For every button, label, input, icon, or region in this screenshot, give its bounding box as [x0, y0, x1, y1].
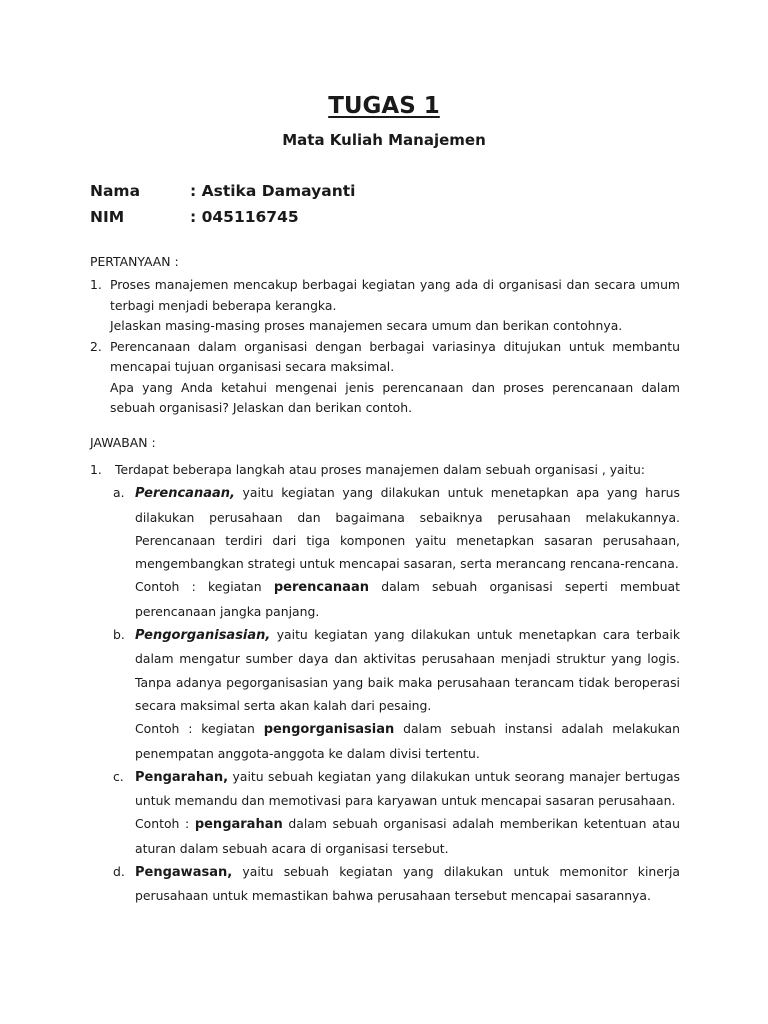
answers-list	[90, 458, 680, 908]
example-term: pengarahan	[194, 817, 283, 833]
item-term: Pengarahan,	[135, 769, 229, 785]
course-subtitle: Mata Kuliah Manajemen	[282, 131, 486, 149]
item-desc: yaitu sebuah kegiatan yang dilakukan untuk memonitor kinerja perusahaan untuk memastikan bahwa perusahaan tersebut mencapai sasarannya.	[135, 864, 680, 904]
item-term: Pengorganisasian,	[135, 628, 271, 644]
nim-value: : 045116745	[190, 208, 299, 226]
nim-row	[90, 208, 299, 226]
nim-label: NIM	[90, 208, 125, 226]
example-rest: dalam sebuah organisasi seperti membuat perencanaan jangka panjang.	[135, 579, 680, 619]
item-term: Pengawasan,	[135, 865, 233, 881]
item-letter: a.	[113, 485, 125, 501]
item-term: Perencanaan,	[135, 486, 235, 502]
answer-item-pengawasan	[90, 860, 680, 908]
answers-heading: JAWABAN :	[90, 435, 156, 450]
item-desc: yaitu sebuah kegiatan yang dilakukan untuk seorang manajer bertugas untuk memandu dan memotivasi para karyawan untuk mencapai sasaran perusahaan.	[135, 768, 680, 809]
example-prefix: Contoh : kegiatan	[135, 579, 274, 595]
example-rest: dalam sebuah organisasi adalah memberikan ketentuan atau aturan dalam sebuah acara di organisasi tersebut.	[135, 816, 680, 856]
name-label: Nama	[90, 182, 141, 200]
name-row	[90, 182, 355, 200]
question-number: 1.	[90, 277, 102, 292]
questions-heading: PERTANYAAN :	[90, 254, 179, 269]
answer-number: 1.	[90, 462, 102, 477]
question-text: Perencanaan dalam organisasi dengan berbagai variasinya ditujukan untuk membantu mencapai tujuan organisasi secara maksimal.	[110, 338, 680, 374]
question-text: Proses manajemen mencakup berbagai kegiatan yang ada di organisasi dan secara umum terbagi menjadi beberapa kerangka.	[110, 277, 680, 313]
name-value: : Astika Damayanti	[190, 182, 356, 200]
example-prefix: Contoh : kegiatan	[135, 721, 264, 737]
question-item	[90, 275, 680, 337]
item-letter: c.	[113, 768, 124, 784]
answer-item-perencanaan	[90, 481, 680, 623]
example-term: perencanaan	[273, 580, 369, 596]
question-item	[90, 337, 680, 419]
example-rest: dalam sebuah instansi adalah melakukan penempatan anggota-anggota ke dalam divisi tertentu.	[135, 721, 680, 761]
item-desc: yaitu kegiatan yang dilakukan untuk menetapkan cara terbaik dalam mengatur sumber daya dan aktivitas perusahaan menjadi struktur yang logis. Tanpa adanya pegorganisasian yang baik maka perusahaan terancam tidak beroperasi secara maksimal serta akan kalah dari pesaing.	[135, 627, 680, 713]
question-number: 2.	[90, 338, 102, 354]
item-desc: yaitu kegiatan yang dilakukan untuk menetapkan apa yang harus dilakukan perusahaan dan bagaimana sebaiknya perusahaan melakukannya. Perencanaan terdiri dari tiga komponen yaitu menetapkan sasaran perusahaan, mengembangkan strategi untuk mencapai sasaran, serta merancang rencana-rencana.	[135, 485, 680, 572]
answer-item-pengorganisasian	[90, 623, 680, 765]
questions-list	[90, 275, 680, 419]
question-text: Jelaskan masing-masing proses manajemen secara umum dan berikan contohnya.	[110, 318, 623, 333]
answer-intro	[90, 458, 680, 481]
answer-intro-text: Terdapat beberapa langkah atau proses manajemen dalam sebuah organisasi , yaitu:	[115, 462, 645, 477]
example-term: pengorganisasian	[263, 722, 395, 738]
question-text: Apa yang Anda ketahui mengenai jenis perencanaan dan proses perencanaan dalam sebuah organisasi? Jelaskan dan berikan contoh.	[110, 379, 680, 415]
answer-item-pengarahan	[90, 765, 680, 860]
example-prefix: Contoh :	[135, 816, 195, 832]
document-title: TUGAS 1	[328, 93, 440, 119]
item-letter: d.	[113, 864, 125, 880]
item-letter: b.	[113, 627, 125, 643]
